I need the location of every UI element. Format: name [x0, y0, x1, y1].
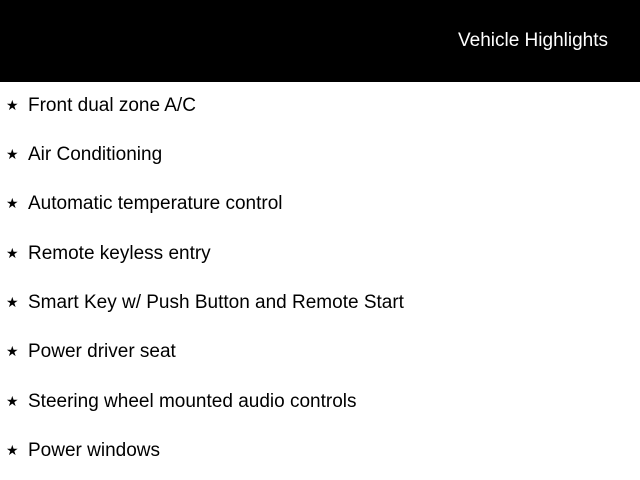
list-item: [0, 437, 640, 467]
header-bar: [0, 0, 640, 82]
list-item: [0, 240, 640, 270]
star-icon: ★: [6, 343, 19, 359]
list-item-label: Power driver seat: [28, 341, 176, 362]
list-item-label: Front dual zone A/C: [28, 95, 196, 116]
list-item: [0, 92, 640, 122]
list-item: [0, 289, 640, 319]
list-item: [0, 338, 640, 368]
list-item-label: Power windows: [28, 440, 160, 461]
star-icon: ★: [6, 294, 19, 310]
list-item-label: Steering wheel mounted audio controls: [28, 391, 357, 412]
list-item-label: Remote keyless entry: [28, 243, 211, 264]
list-item: [0, 141, 640, 171]
star-icon: ★: [6, 195, 19, 211]
star-icon: ★: [6, 393, 19, 409]
star-icon: ★: [6, 442, 19, 458]
star-icon: ★: [6, 97, 19, 113]
list-item-label: Smart Key w/ Push Button and Remote Start: [28, 292, 404, 313]
list-item: [0, 388, 640, 418]
star-icon: ★: [6, 146, 19, 162]
list-item-label: Air Conditioning: [28, 144, 163, 165]
page-title: Vehicle Highlights: [458, 30, 608, 51]
list-item-label: Automatic temperature control: [28, 193, 283, 214]
star-icon: ★: [6, 245, 19, 261]
list-item: [0, 190, 640, 220]
